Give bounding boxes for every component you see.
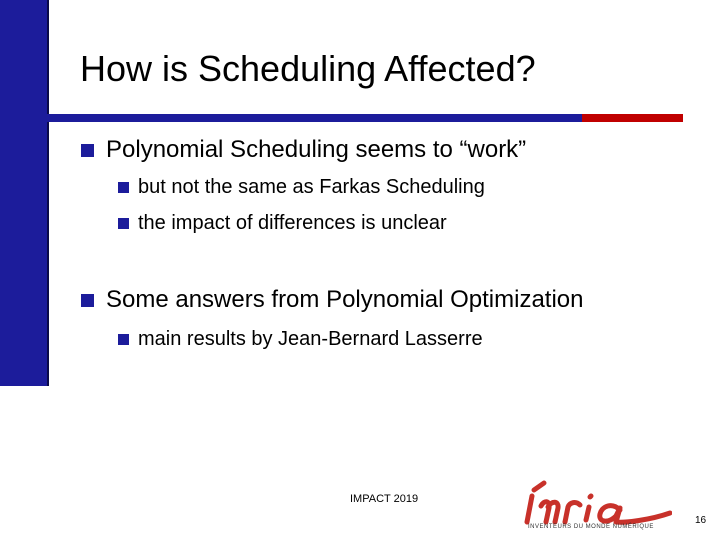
sub-bullet-1-2 bbox=[118, 210, 447, 236]
sub-bullet-2-1-text: main results by Jean-Bernard Lasserre bbox=[138, 328, 483, 350]
slide-title: How is Scheduling Affected? bbox=[80, 48, 536, 89]
title-rule-red bbox=[582, 114, 683, 122]
sub-bullet-2-1 bbox=[118, 326, 483, 352]
bullet-1-text: Polynomial Scheduling seems to “work” bbox=[106, 136, 527, 163]
page-number: 16 bbox=[695, 515, 707, 526]
bullet-2-text: Some answers from Polynomial Optimization bbox=[106, 286, 584, 313]
bullet-square-icon bbox=[118, 182, 129, 193]
bullet-square-icon bbox=[118, 334, 129, 345]
bullet-1 bbox=[81, 135, 526, 165]
bullet-square-icon bbox=[81, 144, 94, 157]
bullet-square-icon bbox=[81, 294, 94, 307]
title-rule-blue bbox=[47, 114, 582, 122]
bullet-square-icon bbox=[118, 218, 129, 229]
logo-tagline: INVENTEURS DU MONDE NUMÉRIQUE bbox=[528, 524, 654, 530]
sub-bullet-1-1-text: but not the same as Farkas Scheduling bbox=[138, 176, 485, 198]
sub-bullet-1-2-text: the impact of differences is unclear bbox=[138, 212, 447, 234]
footer-text: IMPACT 2019 bbox=[350, 493, 419, 505]
bullet-2 bbox=[81, 285, 584, 315]
sub-bullet-1-1 bbox=[118, 174, 485, 200]
left-accent-bar bbox=[0, 0, 49, 386]
